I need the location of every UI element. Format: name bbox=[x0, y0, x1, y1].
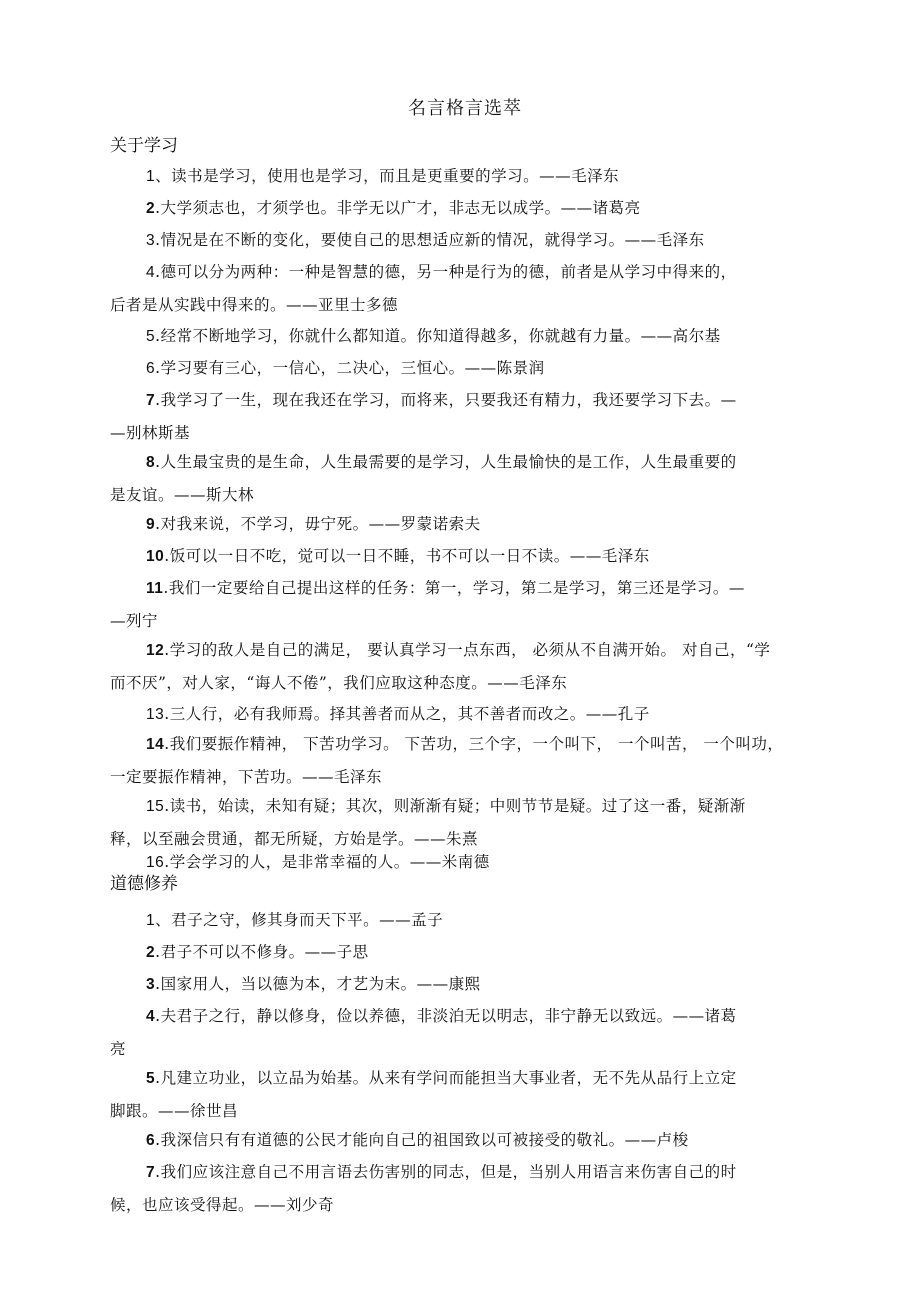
quote-number: 10 bbox=[146, 548, 165, 565]
quote-continuation: 一定要振作精神，下苦功。——毛泽东 bbox=[110, 768, 383, 786]
quote-number: 9 bbox=[146, 516, 156, 533]
quote-text: 三人行，必有我师焉。择其善者而从之，其不善者而改之。——孔子 bbox=[169, 705, 650, 723]
quote-item bbox=[110, 384, 800, 449]
quote-number-separator: . bbox=[164, 547, 170, 565]
quote-text: 君子之守，修其身而天下平。——孟子 bbox=[171, 911, 444, 929]
document-title: 名言格言选萃 bbox=[408, 98, 522, 119]
quote-text: 我们一定要给自己提出这样的任务：第一，学习，第二是学习，第三还是学习。— bbox=[168, 579, 745, 597]
quote-item bbox=[110, 446, 800, 511]
quote-number: 1 bbox=[146, 912, 156, 929]
quote-number-separator: . bbox=[164, 853, 170, 871]
quote-item bbox=[110, 1156, 800, 1221]
quote-number: 2 bbox=[146, 200, 156, 217]
quote-number: 11 bbox=[146, 580, 164, 597]
quote-number-separator: . bbox=[164, 641, 170, 659]
quote-item bbox=[110, 352, 800, 385]
quote-line bbox=[110, 446, 800, 479]
quote-continuation: —别林斯基 bbox=[110, 424, 191, 442]
quote-text: 我学习了一生，现在我还在学习，而将来，只要我还有精力，我还要学习下去。— bbox=[160, 391, 737, 409]
quote-number-separator: . bbox=[155, 231, 161, 249]
quote-line bbox=[110, 572, 800, 605]
quote-line bbox=[110, 508, 800, 541]
quote-number-separator: . bbox=[155, 391, 161, 409]
quote-text: 我深信只有有道德的公民才能向自己的祖国致以可被接受的敬礼。——卢梭 bbox=[160, 1131, 689, 1149]
quote-line bbox=[110, 790, 800, 823]
quote-text: 我们应该注意自己不用言语去伤害别的同志，但是，当别人用语言来伤害自己的时 bbox=[160, 1163, 737, 1181]
quote-line bbox=[110, 1124, 800, 1157]
quote-number-separator: . bbox=[164, 735, 170, 753]
quote-number: 12 bbox=[146, 642, 165, 659]
quote-number-separator: . bbox=[155, 359, 161, 377]
quote-number: 14 bbox=[146, 736, 165, 753]
quote-line bbox=[110, 1156, 800, 1189]
quote-text: 夫君子之行，静以修身，俭以养德，非淡泊无以明志，非宁静无以致远。——诸葛 bbox=[160, 1007, 737, 1025]
quote-line bbox=[110, 1000, 800, 1033]
quote-number-separator: . bbox=[163, 579, 169, 597]
quote-number-separator: . bbox=[164, 797, 170, 815]
quote-text: 经常不断地学习，你就什么都知道。你知道得越多，你就越有力量。——高尔基 bbox=[160, 327, 721, 345]
quote-continuation: 脚跟。——徐世昌 bbox=[110, 1102, 239, 1120]
quote-number: 13 bbox=[146, 706, 165, 723]
quote-number-separator: . bbox=[155, 1163, 161, 1181]
quote-number: 6 bbox=[146, 360, 156, 377]
quote-line bbox=[110, 256, 800, 289]
quote-text: 大学须志也，才须学也。非学无以广才，非志无以成学。——诸葛亮 bbox=[160, 199, 641, 217]
quote-number-separator: . bbox=[155, 975, 161, 993]
quote-text: 对我来说，不学习，毋宁死。——罗蒙诺索夫 bbox=[160, 515, 481, 533]
quote-number: 4 bbox=[146, 264, 156, 281]
quote-text: 国家用人，当以德为本，才艺为末。——康熙 bbox=[160, 975, 481, 993]
section-heading: 关于学习 bbox=[110, 136, 178, 156]
quote-item bbox=[110, 1124, 800, 1157]
quote-item bbox=[110, 728, 800, 793]
quote-item bbox=[110, 192, 800, 225]
quote-line bbox=[110, 968, 800, 1001]
quote-text: 饭可以一日不吃，觉可以一日不睡，书不可以一日不读。——毛泽东 bbox=[169, 547, 650, 565]
quote-continuation: 候，也应该受得起。——刘少奇 bbox=[110, 1196, 335, 1214]
quote-number-separator: . bbox=[155, 263, 161, 281]
quote-number: 8 bbox=[146, 454, 156, 471]
quote-number: 3 bbox=[146, 976, 156, 993]
quote-number: 7 bbox=[146, 392, 156, 409]
quote-line bbox=[110, 192, 800, 225]
quote-text: 德可以分为两种：一种是智慧的德，另一种是行为的德，前者是从学习中得来的， bbox=[160, 263, 737, 281]
quote-text: 凡建立功业，以立品为始基。从来有学问而能担当大事业者，无不先从品行上立定 bbox=[160, 1069, 737, 1087]
quote-line bbox=[110, 1062, 800, 1095]
quote-line bbox=[110, 352, 800, 385]
quote-line bbox=[110, 540, 800, 573]
quote-item bbox=[110, 968, 800, 1001]
quote-line bbox=[110, 384, 800, 417]
quote-line bbox=[110, 224, 800, 257]
quote-text: 学会学习的人，是非常幸福的人。——米南德 bbox=[169, 853, 490, 871]
quote-number-separator: 、 bbox=[155, 911, 172, 929]
quote-item bbox=[110, 160, 800, 193]
quote-number-separator: . bbox=[155, 1069, 161, 1087]
quote-number: 2 bbox=[146, 944, 156, 961]
quote-continuation: 亮 bbox=[110, 1040, 127, 1058]
quote-line bbox=[110, 320, 800, 353]
quote-item bbox=[110, 256, 800, 321]
quote-number: 1 bbox=[146, 168, 156, 185]
quote-item bbox=[110, 698, 800, 731]
quote-item bbox=[110, 508, 800, 541]
quote-text: 我们要振作精神， 下苦功学习。 下苦功，三个字，一个叫下， 一个叫苦， 一个叫功， bbox=[169, 735, 784, 753]
quote-number-separator: . bbox=[155, 515, 161, 533]
quote-continuation: 而不厌”，对人家，“诲人不倦”，我们应取这种态度。——毛泽东 bbox=[110, 674, 568, 692]
quote-item bbox=[110, 540, 800, 573]
quote-line bbox=[110, 728, 800, 761]
quote-number-separator: . bbox=[155, 1007, 161, 1025]
section-heading: 道德修养 bbox=[110, 874, 178, 894]
quote-line bbox=[110, 936, 800, 969]
quote-text: 学习要有三心，一信心，二决心，三恒心。——陈景润 bbox=[160, 359, 545, 377]
quote-text: 君子不可以不修身。——子思 bbox=[160, 943, 369, 961]
quote-item bbox=[110, 1062, 800, 1127]
quote-number-separator: . bbox=[164, 705, 170, 723]
quote-text: 情况是在不断的变化，要使自己的思想适应新的情况，就得学习。——毛泽东 bbox=[160, 231, 705, 249]
quote-number-separator: . bbox=[155, 199, 161, 217]
quote-continuation: 释，以至融会贯通，都无所疑，方始是学。——朱熹 bbox=[110, 830, 479, 848]
quote-continuation: —列宁 bbox=[110, 612, 159, 630]
quote-number: 5 bbox=[146, 1070, 156, 1087]
quote-text: 人生最宝贵的是生命，人生最需要的是学习，人生最愉快的是工作，人生最重要的 bbox=[160, 453, 737, 471]
quote-number: 3 bbox=[146, 232, 156, 249]
quote-line bbox=[110, 698, 800, 731]
quote-number-separator: . bbox=[155, 943, 161, 961]
quote-line bbox=[110, 634, 800, 667]
quote-item bbox=[110, 1000, 800, 1065]
quote-number: 7 bbox=[146, 1164, 156, 1181]
quote-continuation: 后者是从实践中得来的。——亚里士多德 bbox=[110, 296, 399, 314]
quote-item bbox=[110, 936, 800, 969]
quote-number-separator: 、 bbox=[155, 167, 172, 185]
quote-item bbox=[110, 224, 800, 257]
quote-line bbox=[110, 846, 800, 879]
quote-number-separator: . bbox=[155, 453, 161, 471]
quote-item bbox=[110, 634, 800, 699]
quote-number-separator: . bbox=[155, 327, 161, 345]
quote-number: 5 bbox=[146, 328, 156, 345]
quote-item bbox=[110, 320, 800, 353]
quote-text: 读书，始读，未知有疑；其次，则渐渐有疑；中则节节是疑。过了这一番，疑渐渐 bbox=[169, 797, 746, 815]
quote-text: 学习的敌人是自己的满足， 要认真学习一点东西， 必须从不自满开始。 对自己，“学 bbox=[169, 641, 771, 659]
quote-number-separator: . bbox=[155, 1131, 161, 1149]
quote-line bbox=[110, 160, 800, 193]
quote-continuation: 是友谊。——斯大林 bbox=[110, 486, 255, 504]
quote-item bbox=[110, 904, 800, 937]
quote-number: 4 bbox=[146, 1008, 156, 1025]
quote-number: 6 bbox=[146, 1132, 156, 1149]
quote-text: 读书是学习，使用也是学习，而且是更重要的学习。——毛泽东 bbox=[171, 167, 620, 185]
quote-item bbox=[110, 846, 800, 879]
quote-number: 15 bbox=[146, 798, 165, 815]
quote-line bbox=[110, 904, 800, 937]
quote-item bbox=[110, 572, 800, 637]
quote-number: 16 bbox=[146, 854, 165, 871]
